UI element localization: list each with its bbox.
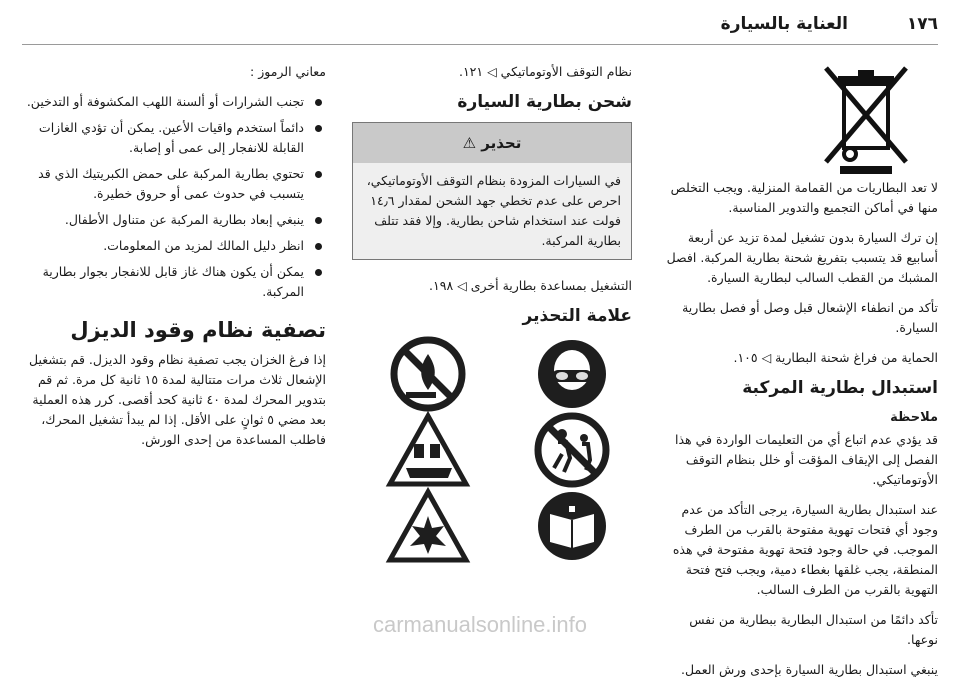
bullet-icon <box>315 171 322 178</box>
warning-header <box>353 123 631 163</box>
workshop-paragraph: ينبغي استبدال بطارية السيارة بإحدى ورش العمل. <box>681 662 938 677</box>
symbols-intro: معاني الرموز : <box>250 64 326 79</box>
crossed-wheelie-bin-icon <box>658 62 938 178</box>
list-item: تجنب الشرارات أو ألسنة اللهب المكشوفة أو التدخين. <box>26 92 326 112</box>
bullet-icon <box>315 269 322 276</box>
vent-paragraph: عند استبدال بطارية السيارة، يرجى التأكد من عدم وجود أي فتحات تهوية مفتوحة بالقرب من الطرف الموجب. في حالة وجود فتحة تهوية مفتوحة في هذه المنطقة، يجب غلقها بغطاء دمية، ويجب فتح فتحة التهوية بالقرب من الطرف السالب. <box>672 502 938 597</box>
symbols-list <box>26 92 326 302</box>
discharge-protection-ref[interactable]: الحماية من فراغ شحنة البطارية ◁ ١٠٥. <box>733 350 938 365</box>
auto-stop-ref[interactable]: نظام التوقف الأوتوماتيكي ◁ ١٢١. <box>458 64 632 79</box>
explosion-hazard-icon <box>390 492 466 560</box>
middle-column <box>352 62 632 564</box>
watermark: carmanualsonline.info <box>372 612 588 637</box>
page-header <box>0 0 960 42</box>
note-heading: ملاحظة <box>890 410 938 425</box>
warning-title: تحذير <box>481 134 522 152</box>
list-item: تحتوي بطارية المركبة على حمض الكبريتيك الذي قد يتسبب في حدوث عمى أو حروق خطيرة. <box>26 164 326 204</box>
note-paragraph: قد يؤدي عدم اتباع أي من التعليمات الواردة في هذا الفصل إلى الإيقاف المؤقت أو خلل بنظام التوقف الأوتوماتيكي. <box>675 432 938 487</box>
read-manual-icon <box>538 492 606 560</box>
no-fire-smoking-icon <box>394 340 462 408</box>
header-divider <box>22 44 938 45</box>
bullet-icon <box>315 217 322 224</box>
warning-box <box>352 122 632 260</box>
diesel-bleeding-heading: تصفية نظام وقود الديزل <box>70 318 326 342</box>
page-number: ١٧٦ <box>906 14 938 34</box>
battery-charging-heading: شحن بطارية السيارة <box>457 92 632 112</box>
bullet-icon <box>315 99 322 106</box>
list-item: يمكن أن يكون هناك غاز قابل للانفجار بجوار بطارية المركبة. <box>26 262 326 302</box>
disposal-paragraph: لا تعد البطاريات من القمامة المنزلية. ويجب التخلص منها في أماكن التجميع والتدوير المناسبة. <box>670 180 938 215</box>
list-item: دائماً استخدم واقيات الأعين. يمكن أن تؤدي الغازات القابلة للانفجار إلى عمى أو إصابة. <box>26 118 326 158</box>
diesel-bleeding-paragraph: إذا فرغ الخزان يجب تصفية نظام وقود الديزل. قم بتشغيل الإشعال ثلاث مرات متتالية لمدة ١٥ ثانية كل مرة. ثم قم بتدوير المحرك لمدة ٤٠ ثانية كحد أقصى. كرر هذه العملية بعد مضي ٥ ثوانٍ على الأقل. إذا لم يبدأ تشغيل المحرك، فاطلب المساعدة من إحدى الورش. <box>29 352 326 447</box>
right-column <box>658 62 938 690</box>
ignition-paragraph: تأكد من انطفاء الإشعال قبل وصل أو فصل بطارية السيارة. <box>682 300 938 335</box>
no-children-icon <box>538 416 606 484</box>
jump-start-ref[interactable]: التشغيل بمساعدة بطارية أخرى ◁ ١٩٨. <box>429 278 632 293</box>
left-column <box>26 62 326 460</box>
goggles-icon <box>538 340 606 408</box>
storage-paragraph: إن ترك السيارة بدون تشغيل لمدة تزيد عن أربعة أسابيع قد يتسبب بتفريغ شحنة بطارية المركبة. افصل المشبك من القطب السالب لبطارية السيارة. <box>666 230 938 285</box>
bullet-icon <box>315 243 322 250</box>
warning-label-heading: علامة التحذير <box>522 306 632 326</box>
list-item: ينبغي إبعاد بطارية المركبة عن متناول الأطفال. <box>26 210 326 230</box>
warning-symbols-grid <box>366 336 632 564</box>
acid-hazard-icon <box>390 416 466 484</box>
list-item: انظر دليل المالك لمزيد من المعلومات. <box>26 236 326 256</box>
battery-replacement-heading: استبدال بطارية المركبة <box>742 378 938 398</box>
bullet-icon <box>315 125 322 132</box>
same-type-paragraph: تأكد دائمًا من استبدال البطارية ببطارية من نفس نوعها. <box>689 612 938 647</box>
running-title: العناية بالسيارة <box>720 14 848 34</box>
warning-body: في السيارات المزودة بنظام التوقف الأوتوماتيكي، احرص على عدم تخطي جهد الشحن لمقدار ١٤٫٦ فولت عند استخدام شاحن بطارية. وإلا فقد تتلف بطارية المركبة. <box>366 173 621 248</box>
warning-triangle-icon: ⚠ <box>462 134 477 152</box>
